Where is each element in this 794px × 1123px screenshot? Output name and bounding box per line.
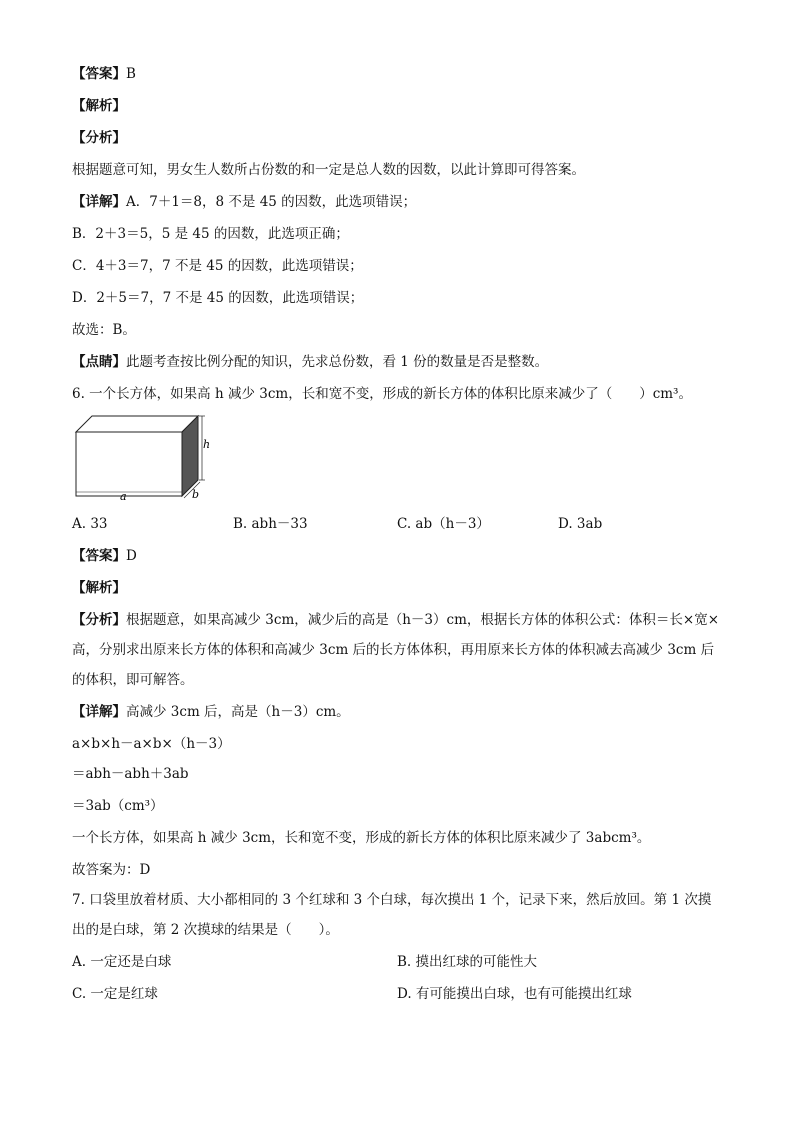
q6-answer-line: [72, 546, 137, 566]
prev-fenxi-heading: 【分析】: [72, 130, 126, 146]
q6-option-b: B. abh－33: [233, 516, 308, 532]
cuboid-figure: [72, 412, 212, 502]
prev-line-b: B．2＋3＝5，5 是 45 的因数，此选项正确；: [72, 226, 349, 242]
prev-guxuan: 故选：B。: [72, 322, 136, 338]
q7-option-b: B. 摸出红球的可能性大: [397, 954, 538, 970]
q6-fenxi-label: 【分析】: [72, 612, 126, 628]
prev-jiexi-heading: 【解析】: [72, 98, 126, 114]
q6-option-a: A. 33: [72, 516, 108, 532]
prev-dianjing-line: [72, 352, 548, 372]
q7-stem-line-1: 7. 口袋里放着材质、大小都相同的 3 个红球和 3 个白球，每次摸出 1 个，记录下来，然后放回。第 1 次摸: [72, 892, 712, 908]
q6-answer-label: 【答案】: [72, 548, 126, 564]
prev-fenxi-text: 根据题意可知，男女生人数所占份数的和一定是总人数的因数，以此计算即可得答案。: [72, 162, 585, 178]
prev-answer-line: [72, 64, 136, 84]
q6-fenxi-line-1: [72, 610, 719, 630]
q6-fenxi-text-1: 根据题意，如果高减少 3cm，减少后的高是（h－3）cm，根据长方体的体积公式：体积＝长×宽×: [126, 612, 720, 628]
q6-final: 故答案为：D: [72, 862, 151, 878]
dianjing-text: 此题考查按比例分配的知识，先求总份数，看 1 份的数量是否是整数。: [126, 354, 549, 370]
q6-stem: 6. 一个长方体，如果高 h 减少 3cm，长和宽不变，形成的新长方体的体积比原来减少了（ ）cm³。: [72, 386, 692, 402]
answer-value: B: [126, 66, 136, 82]
b-label: b: [192, 488, 200, 501]
q7-option-d: D. 有可能摸出白球，也有可能摸出红球: [397, 986, 632, 1002]
cuboid-top-face: [76, 416, 198, 432]
q7-option-c: C. 一定是红球: [72, 986, 158, 1002]
q6-option-d: D. 3ab: [558, 516, 603, 532]
q6-fenxi-line-2: 高，分别求出原来长方体的体积和高减少 3cm 后的长方体体积，再用原来长方体的体积减去高减少 3cm 后: [72, 642, 715, 658]
q6-xiangjie-text: 高减少 3cm 后，高是（h－3）cm。: [126, 704, 350, 720]
answer-label: 【答案】: [72, 66, 126, 82]
q6-jiexi-heading: 【解析】: [72, 580, 126, 596]
a-label: a: [120, 490, 127, 502]
xiangjie-label: 【详解】: [72, 194, 126, 210]
q6-answer-value: D: [126, 548, 137, 564]
prev-line-c: C．4＋3＝7，7 不是 45 的因数，此选项错误；: [72, 258, 363, 274]
q6-calc-2: ＝abh－abh＋3ab: [72, 766, 189, 782]
cuboid-front-face: [76, 432, 182, 496]
prev-line-d: D．2＋5＝7，7 不是 45 的因数，此选项错误；: [72, 290, 364, 306]
q6-calc-3: ＝3ab（cm³）: [72, 798, 164, 814]
q6-xiangjie-label: 【详解】: [72, 704, 126, 720]
prev-xiangjie-line: [72, 192, 416, 212]
q6-conclusion: 一个长方体，如果高 h 减少 3cm，长和宽不变，形成的新长方体的体积比原来减少了 3abcm³。: [72, 830, 651, 846]
q6-option-c: C. ab（h－3）: [397, 516, 490, 532]
q6-fenxi-line-3: 的体积，即可解答。: [72, 672, 194, 688]
q7-stem-line-2: 出的是白球，第 2 次摸球的结果是（ ）。: [72, 922, 339, 938]
xiangjie-line-a: A．7＋1＝8，8 不是 45 的因数，此选项错误；: [126, 194, 417, 210]
dianjing-label: 【点睛】: [72, 354, 126, 370]
q6-calc-1: a×b×h－a×b×（h－3）: [72, 736, 231, 752]
q7-option-a: A. 一定还是白球: [72, 954, 172, 970]
h-label: h: [203, 438, 211, 451]
q6-xiangjie-line: [72, 702, 350, 722]
